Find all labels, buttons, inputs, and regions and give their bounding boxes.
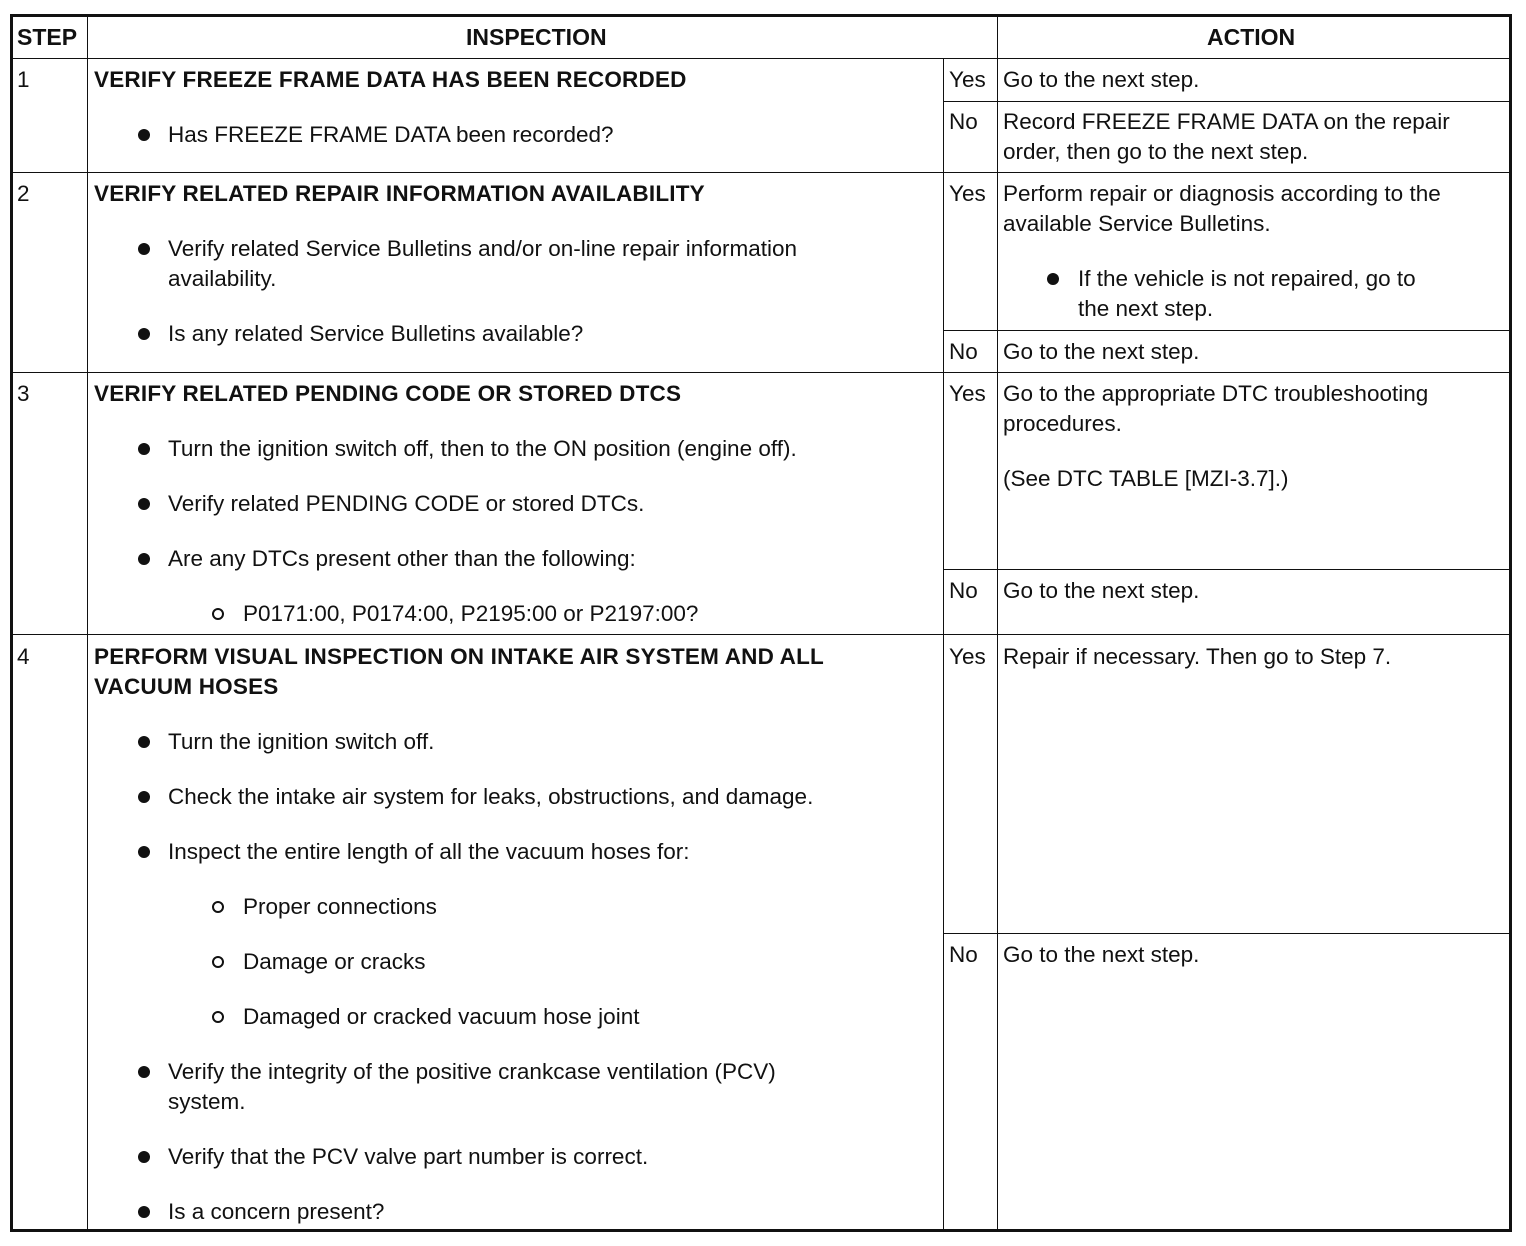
- sub-bullet-icon: [212, 1011, 224, 1023]
- inspection-subitem: Damage or cracks: [243, 949, 426, 974]
- bullet-icon: [138, 1206, 150, 1218]
- bullet-icon: [138, 846, 150, 858]
- inspection-item: availability.: [168, 266, 277, 291]
- grid-line: [943, 58, 944, 1232]
- grid-line: [10, 58, 1512, 59]
- inspection-item: system.: [168, 1089, 246, 1114]
- action-yes: available Service Bulletins.: [1003, 211, 1271, 236]
- header-action: ACTION: [1207, 24, 1296, 50]
- header-inspection: INSPECTION: [466, 24, 607, 50]
- grid-line: [943, 933, 1512, 934]
- bullet-icon: [138, 1066, 150, 1078]
- bullet-icon: [1047, 273, 1059, 285]
- action-no: Go to the next step.: [1003, 339, 1200, 364]
- action-yes-note: (See DTC TABLE [MZI-3.7].): [1003, 466, 1289, 491]
- inspection-item: Has FREEZE FRAME DATA been recorded?: [168, 122, 614, 147]
- step-title: VERIFY FREEZE FRAME DATA HAS BEEN RECORDED: [94, 67, 687, 92]
- grid-line: [943, 569, 1512, 570]
- yes-label: Yes: [949, 67, 986, 92]
- grid-line: [10, 172, 1512, 173]
- bullet-icon: [138, 443, 150, 455]
- step-title: PERFORM VISUAL INSPECTION ON INTAKE AIR SYSTEM AND ALL: [94, 644, 824, 669]
- step-number: 1: [17, 67, 30, 92]
- inspection-item: Is any related Service Bulletins available?: [168, 321, 584, 346]
- header-step: STEP: [17, 24, 78, 50]
- inspection-subitem: P0171:00, P0174:00, P2195:00 or P2197:00?: [243, 601, 699, 626]
- sub-bullet-icon: [212, 608, 224, 620]
- bullet-icon: [138, 736, 150, 748]
- inspection-item: Turn the ignition switch off, then to the ON position (engine off).: [168, 436, 797, 461]
- action-yes: Go to the appropriate DTC troubleshooting: [1003, 381, 1429, 406]
- bullet-icon: [138, 129, 150, 141]
- no-label: No: [949, 942, 978, 967]
- action-yes: Perform repair or diagnosis according to the: [1003, 181, 1441, 206]
- yes-label: Yes: [949, 644, 986, 669]
- sub-bullet-icon: [212, 901, 224, 913]
- grid-line: [943, 330, 1512, 331]
- inspection-item: Verify the integrity of the positive crankcase ventilation (PCV): [168, 1059, 776, 1084]
- action-yes-bullet: If the vehicle is not repaired, go to: [1078, 266, 1416, 291]
- grid-line: [10, 372, 1512, 373]
- action-no: Go to the next step.: [1003, 578, 1200, 603]
- action-yes: Go to the next step.: [1003, 67, 1200, 92]
- action-no: order, then go to the next step.: [1003, 139, 1309, 164]
- inspection-subitem: Damaged or cracked vacuum hose joint: [243, 1004, 640, 1029]
- grid-line: [10, 634, 1512, 635]
- inspection-item: Is a concern present?: [168, 1199, 385, 1224]
- inspection-item: Inspect the entire length of all the vacuum hoses for:: [168, 839, 690, 864]
- yes-label: Yes: [949, 381, 986, 406]
- bullet-icon: [138, 498, 150, 510]
- action-no: Go to the next step.: [1003, 942, 1200, 967]
- bullet-icon: [138, 328, 150, 340]
- inspection-item: Turn the ignition switch off.: [168, 729, 435, 754]
- no-label: No: [949, 578, 978, 603]
- inspection-item: Verify related Service Bulletins and/or on-line repair information: [168, 236, 798, 261]
- action-yes: Repair if necessary. Then go to Step 7.: [1003, 644, 1392, 669]
- grid-line: [87, 14, 88, 1232]
- step-number: 4: [17, 644, 30, 669]
- action-no: Record FREEZE FRAME DATA on the repair: [1003, 109, 1450, 134]
- no-label: No: [949, 339, 978, 364]
- grid-line: [943, 101, 1512, 102]
- grid-line: [997, 14, 998, 1232]
- bullet-icon: [138, 1151, 150, 1163]
- action-yes-bullet: the next step.: [1078, 296, 1214, 321]
- inspection-item: Verify related PENDING CODE or stored DTCs.: [168, 491, 645, 516]
- inspection-item: Verify that the PCV valve part number is correct.: [168, 1144, 649, 1169]
- inspection-item: Are any DTCs present other than the following:: [168, 546, 636, 571]
- bullet-icon: [138, 553, 150, 565]
- inspection-subitem: Proper connections: [243, 894, 437, 919]
- step-title: VERIFY RELATED REPAIR INFORMATION AVAILABILITY: [94, 181, 705, 206]
- bullet-icon: [138, 791, 150, 803]
- bullet-icon: [138, 243, 150, 255]
- step-number: 2: [17, 181, 30, 206]
- sub-bullet-icon: [212, 956, 224, 968]
- step-number: 3: [17, 381, 30, 406]
- step-title: VACUUM HOSES: [94, 674, 279, 699]
- yes-label: Yes: [949, 181, 986, 206]
- no-label: No: [949, 109, 978, 134]
- inspection-item: Check the intake air system for leaks, obstructions, and damage.: [168, 784, 814, 809]
- action-yes: procedures.: [1003, 411, 1122, 436]
- step-title: VERIFY RELATED PENDING CODE OR STORED DTCS: [94, 381, 682, 406]
